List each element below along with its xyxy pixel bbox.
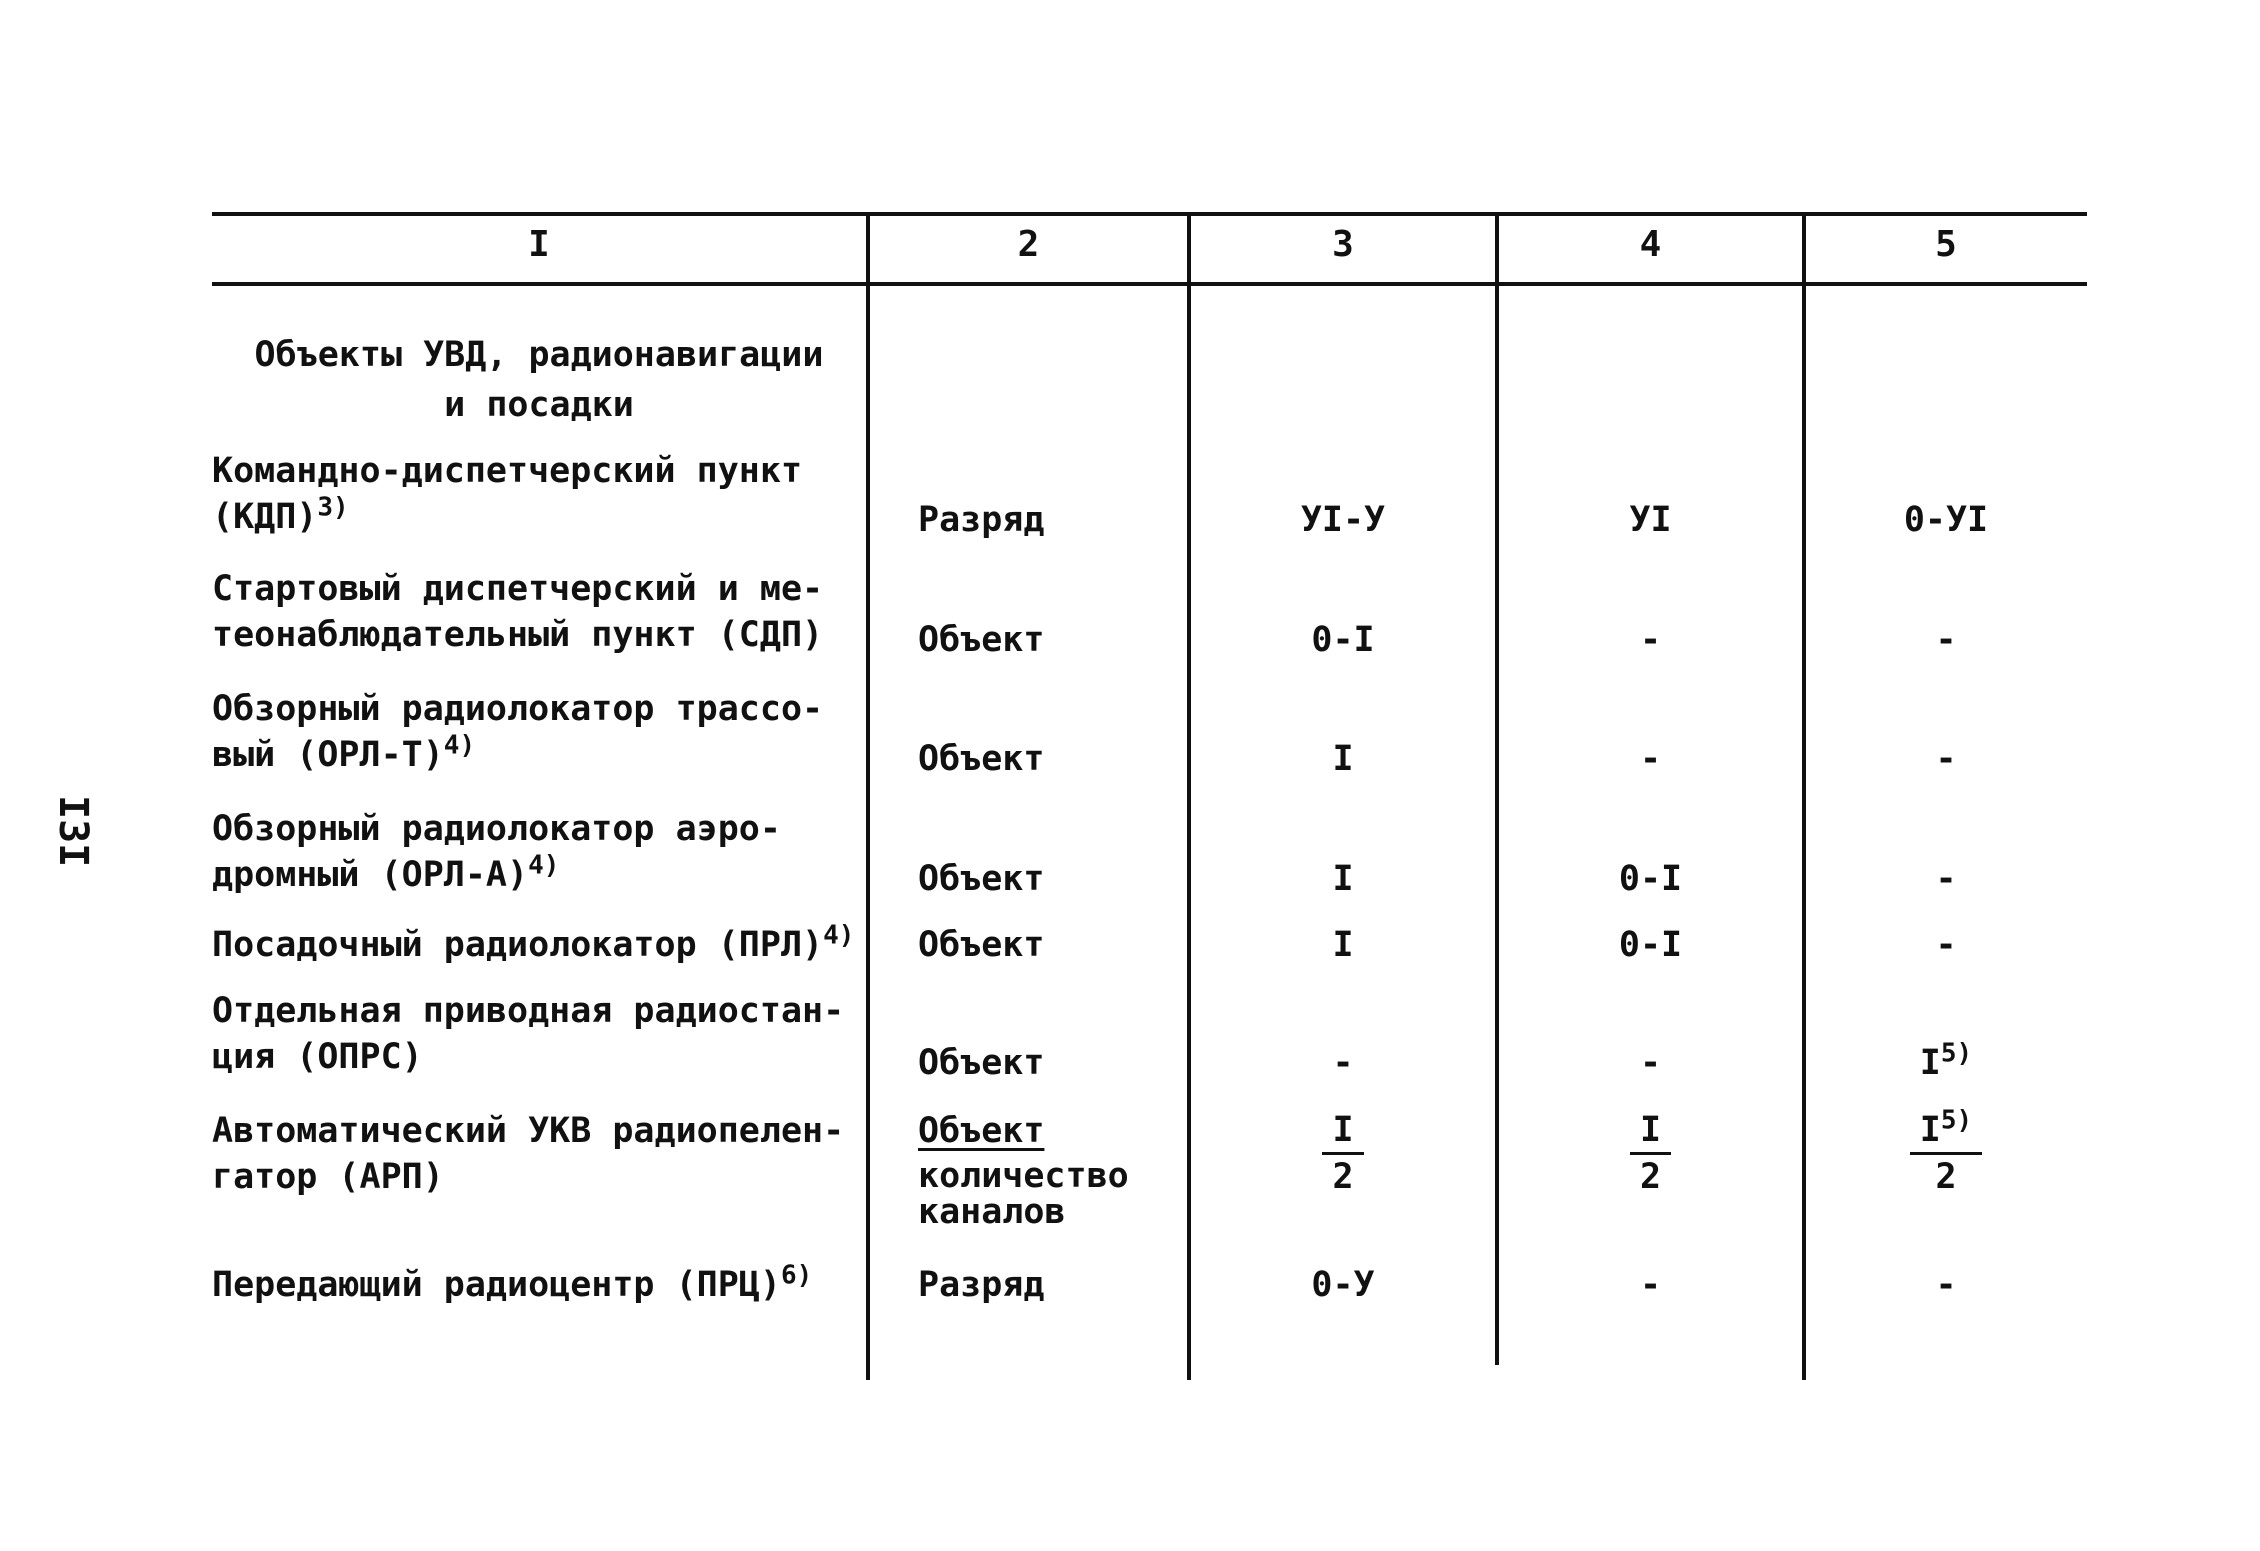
row-7-col5-numerator: $I^{5)}$ (1910, 1108, 1982, 1155)
row-7-col4-fraction (1499, 1108, 1802, 1199)
header-col-5: 5 (1935, 224, 1957, 265)
row-4-col5: - (1935, 859, 1957, 899)
row-6-col4: - (1639, 1043, 1662, 1083)
row-4-name: Обзорный радиолокатор аэро- дромный $(ОРЛ-А)^{4)}$ (212, 809, 781, 895)
row-1-col5: 0-УI (1903, 500, 1989, 540)
row-7-col3-denominator: 2 (1332, 1157, 1354, 1197)
row-3-col3: I (1332, 739, 1354, 779)
row-4-unit: Объект (918, 859, 1045, 899)
header-col-2: 2 (1017, 224, 1040, 265)
row-8-col4: - (1639, 1265, 1662, 1305)
row-2-unit: Объект (918, 620, 1045, 660)
row-7-unit-denominator: количество каналов (918, 1156, 1129, 1232)
page-number: I3I (50, 795, 96, 868)
row-7-col4-numerator: I (1630, 1108, 1671, 1155)
row-5-col5: - (1935, 925, 1957, 965)
row-8-col3: 0-У (1311, 1265, 1375, 1305)
row-2-col3: 0-I (1311, 620, 1375, 660)
row-6-col5: $I^{5)}$ (1919, 1038, 1973, 1083)
row-3-col4: - (1639, 739, 1662, 779)
row-3-unit: Объект (918, 739, 1045, 779)
section-title: Объекты УВД, радионавигации и посадки (254, 335, 824, 425)
row-8-col5: - (1935, 1265, 1957, 1305)
row-8-name: Передающий радиоцентр (ПРЦ)$^{6)}$ (212, 1260, 813, 1305)
row-7-unit: Объект (918, 1111, 1045, 1151)
row-5-unit: Объект (918, 925, 1045, 965)
header-col-1: I (528, 224, 550, 265)
row-7-col5-denominator: 2 (1935, 1157, 1957, 1197)
row-8-unit: Разряд (918, 1265, 1045, 1305)
row-3-name: Обзорный радиолокатор трассо- вый $(ОРЛ-Т)^{4)}$ (212, 689, 824, 775)
column-divider-2 (1187, 215, 1191, 1380)
row-7-name: Автоматический УКВ радиопелен- гатор (АРП) (212, 1111, 845, 1197)
row-1-unit: Разряд (918, 500, 1045, 540)
header-col-3: 3 (1332, 224, 1354, 265)
row-5-col4: 0-I (1618, 925, 1683, 965)
row-1-col3: УI-У (1300, 500, 1386, 540)
column-divider-1 (866, 215, 870, 1380)
header-col-4: 4 (1639, 224, 1662, 265)
row-4-col3: I (1332, 859, 1354, 899)
row-5-col3: I (1332, 925, 1354, 965)
row-7-col4-denominator: 2 (1639, 1157, 1662, 1197)
row-6-col3: - (1332, 1043, 1354, 1083)
row-1-col4: УI (1629, 500, 1672, 540)
row-2-col4: - (1639, 620, 1662, 660)
row-7-col5-fraction (1806, 1105, 2086, 1199)
row-7-col3-fraction (1191, 1108, 1495, 1199)
row-2-name: Стартовый диспетчерский и ме- теонаблюдательный пункт (СДП) (212, 569, 824, 655)
row-5-name: Посадочный радиолокатор (ПРЛ)$^{4)}$ (212, 920, 855, 965)
column-divider-4 (1802, 215, 1806, 1380)
row-4-col4: 0-I (1618, 859, 1683, 899)
row-2-col5: - (1935, 620, 1957, 660)
row-6-name: Отдельная приводная радиостан- ция (ОПРС) (212, 991, 845, 1077)
row-3-col5: - (1935, 739, 1957, 779)
row-1-name: Командно-диспетчерский пункт (КДП)$^{3)}$ (212, 451, 803, 537)
row-6-unit: Объект (918, 1043, 1045, 1083)
row-7-col3-numerator: I (1322, 1108, 1363, 1155)
